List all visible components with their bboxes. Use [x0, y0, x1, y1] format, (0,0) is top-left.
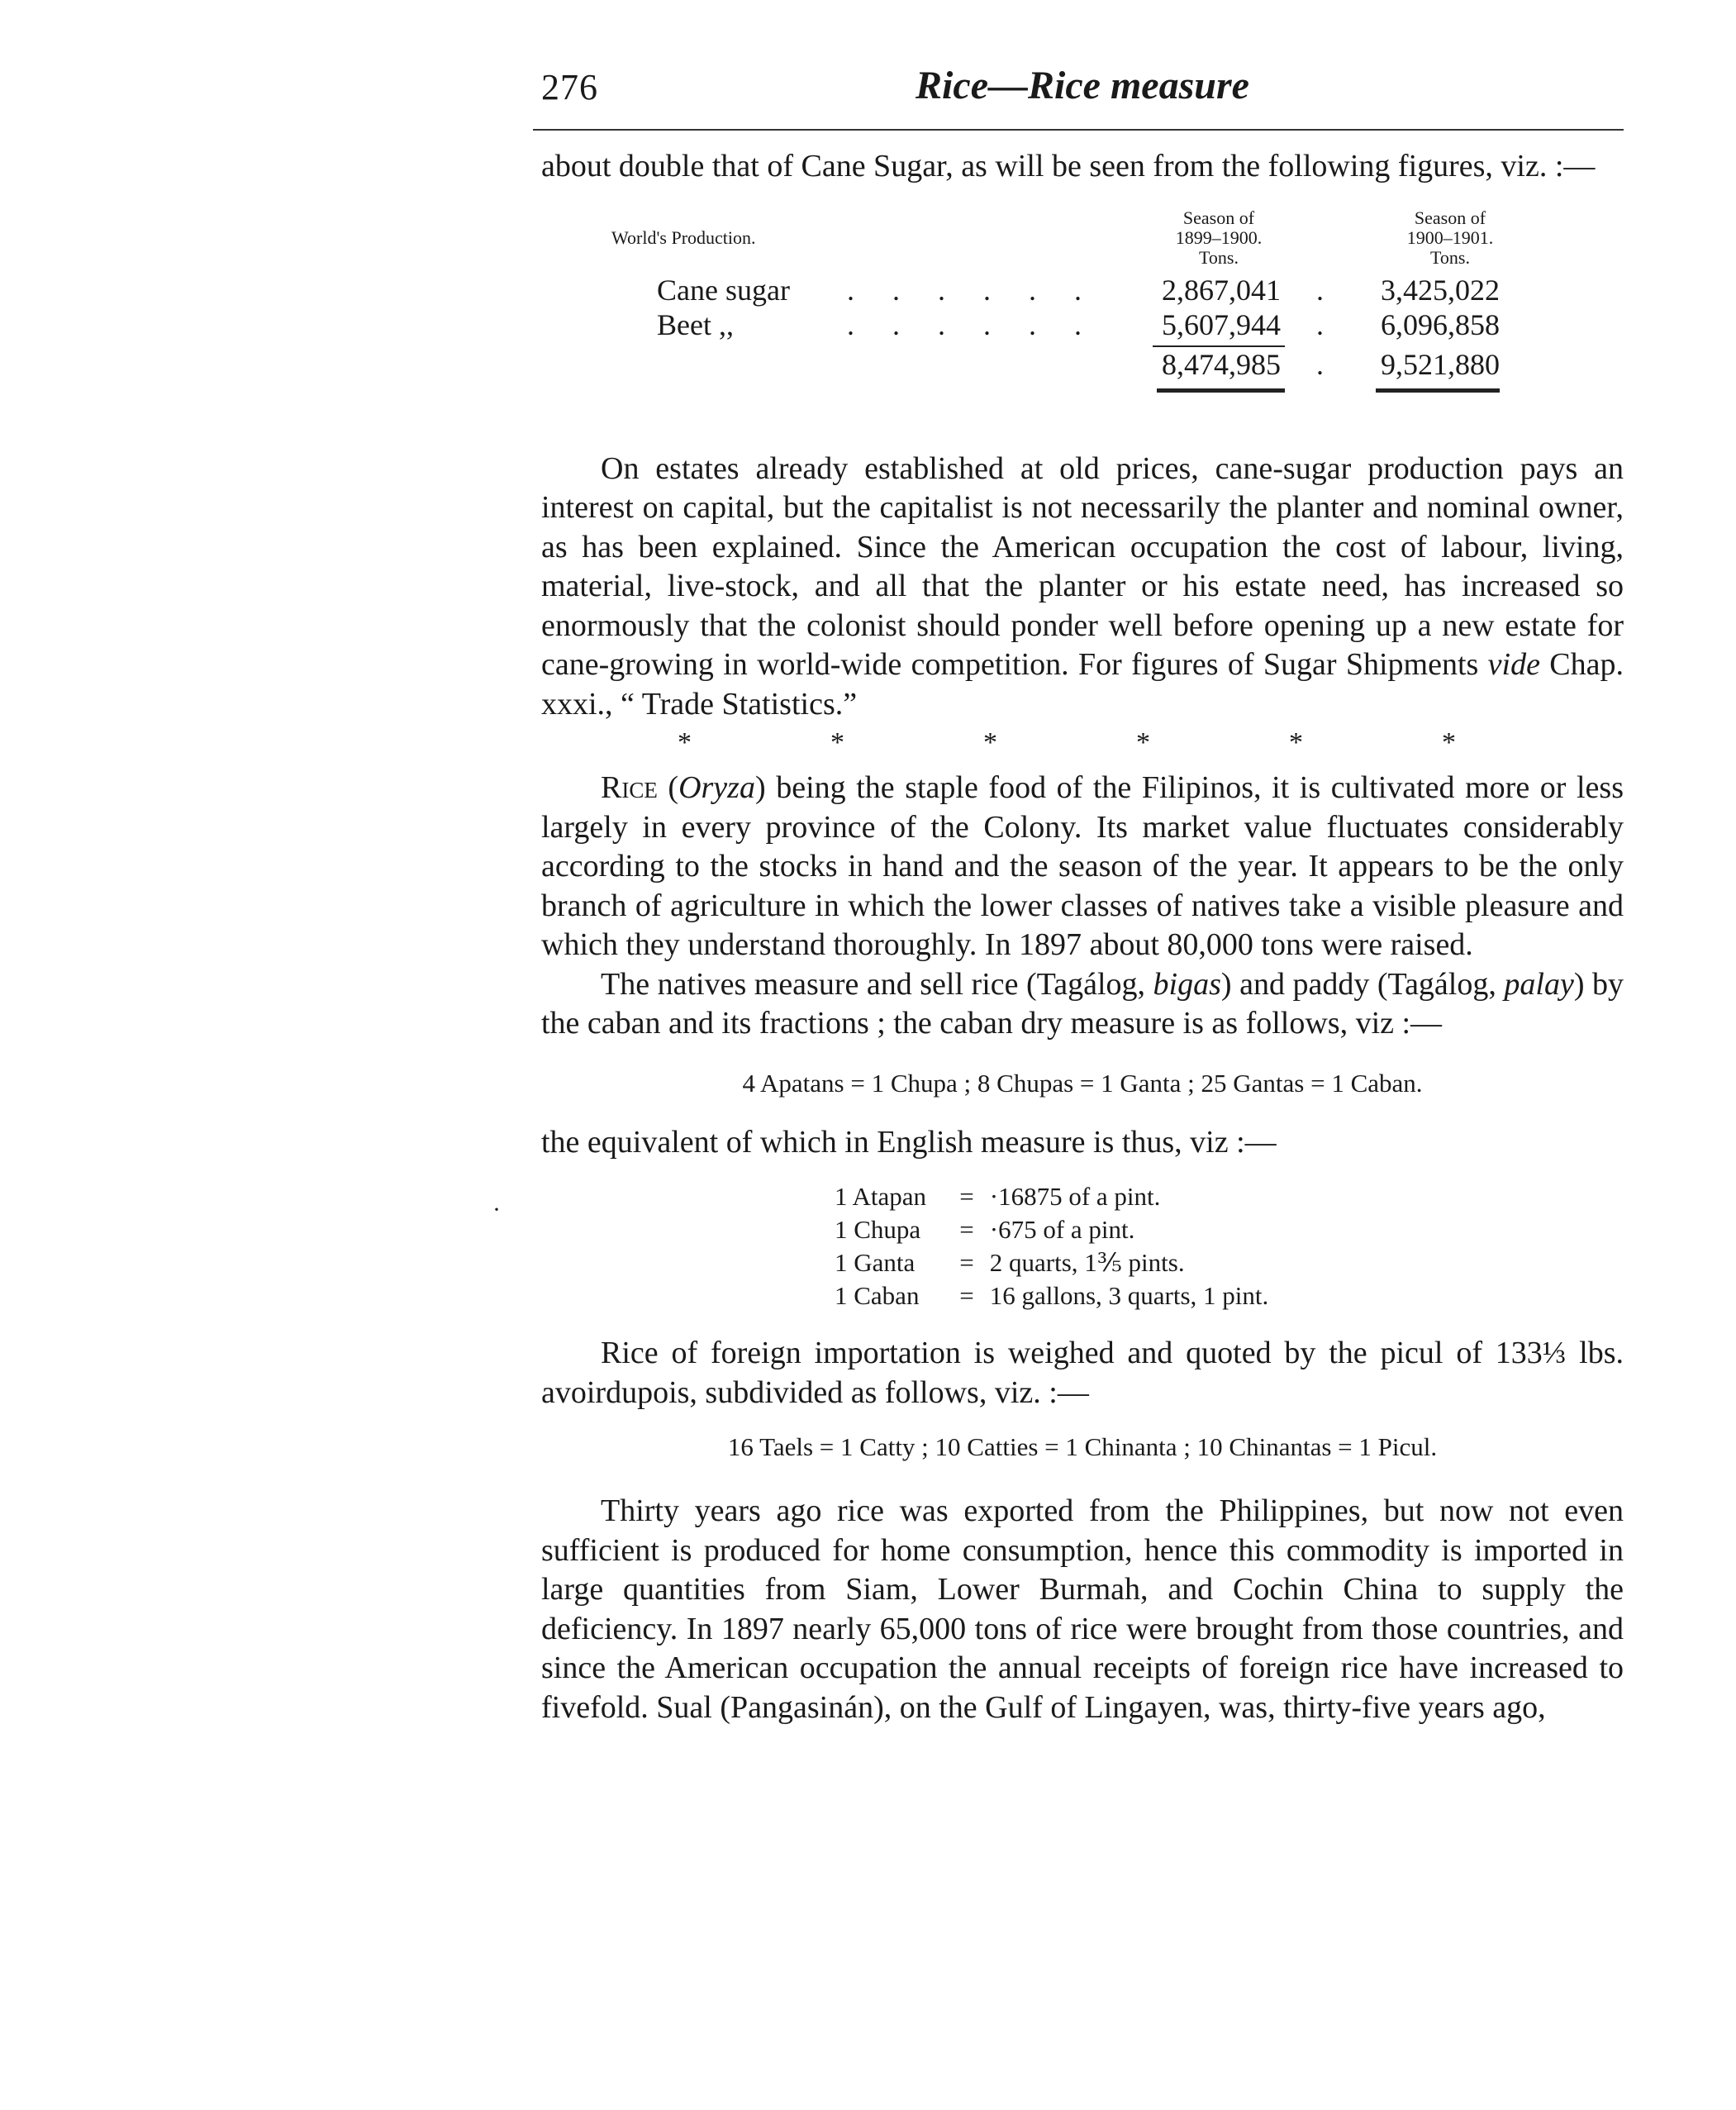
col1-header: Season of 1899–1900. Tons.	[1175, 207, 1263, 268]
rice-paragraph: Rice (Oryza) being the staple food of the Filipinos, it is cultivated more or less largely in every province of the Colony. Its market value fluctuates considerably according to the stocks in hand and the season of the year. It appears to be the only branch of agriculture in which the lower classes of natives take a visible pleasure and which they understand thoroughly. In 1897 about 80,000 tons were raised.	[541, 770, 1624, 962]
page	[541, 58, 1624, 1727]
page-number: 276	[541, 67, 598, 107]
running-head	[541, 58, 1624, 116]
estates-paragraph: On estates already established at old prices, cane-sugar production pays an interest on capital, but the capitalist is not necessarily the planter and nominal owner, as has been explained. Since the American occupation the cost of labour, living, material, live-stock, and all that the planter or his estate need, has increased so enormously that the colonist should ponder well before opening up a new estate for cane-growing in world-wide competition. For figures of Sugar Shipments vide Chap. xxxi., “ Trade Statistics.”	[541, 450, 1624, 722]
english-intro: the equivalent of which in English measure is thus, viz :—	[541, 1124, 1277, 1160]
col2-header: Season of 1900–1901. Tons.	[1406, 207, 1494, 268]
total-rule-1	[1157, 388, 1285, 393]
natives-paragraph: The natives measure and sell rice (Tagálog, bigas) and paddy (Tagálog, palay) by the caban and its fractions ; the caban dry measure is as follows, viz :—	[541, 966, 1624, 1041]
list-item: 1 Ganta = 2 quarts, 1⅗ pints.	[835, 1248, 1185, 1277]
intro-paragraph: about double that of Cane Sugar, as will be seen from the following figures, viz. :—	[541, 149, 1596, 183]
thirty-years-paragraph: Thirty years ago rice was exported from the Philippines, but now not even sufficient is produced for home consumption, hence this commodity is imported in large quantities from Siam, Lower Burmah, and Cochin China to supply the deficiency. In 1897 nearly 65,000 tons of rice were brought from those countries, and since the American occupation the annual receipts of foreign rice have increased to fivefold. Sual (Pangasinán), on the Gulf of Lingayen, was, thirty-five years ago,	[541, 1493, 1624, 1725]
header-rule	[533, 129, 1624, 131]
production-table: World's Production. Season of 1899–1900. Tons. Season of 1900–1901. Tons. Cane sugar ...... 2,867,041 . 3,425,022 Beet ,, ...... 5,607,944 . 6,096,858 8,474,985 . 9,521,880	[541, 205, 1624, 417]
picul-line: 16 Taels = 1 Catty ; 10 Catties = 1 Chinanta ; 10 Chinantas = 1 Picul.	[727, 1432, 1438, 1461]
equivalents-table	[835, 1180, 1624, 1312]
list-item: 1 Caban = 16 gallons, 3 quarts, 1 pint.	[835, 1281, 1269, 1310]
margin-mark: ·	[492, 1196, 501, 1223]
leader-dots: ......	[847, 273, 1120, 307]
running-title: Rice—Rice measure	[916, 64, 1249, 107]
total-rule-2	[1376, 388, 1500, 393]
leader-dots: ......	[847, 307, 1120, 341]
list-item: 1 Atapan = ·16875 of a pint.	[835, 1182, 1161, 1211]
dry-measure-line: 4 Apatans = 1 Chupa ; 8 Chupas = 1 Ganta ; 25 Gantas = 1 Caban.	[742, 1068, 1423, 1098]
table-label-header: World's Production.	[611, 226, 756, 248]
foreign-paragraph: Rice of foreign importation is weighed and quoted by the picul of 133⅓ lbs. avoirdupois, subdivided as follows, viz. :—	[541, 1336, 1624, 1410]
list-item: 1 Chupa = ·675 of a pint.	[835, 1215, 1135, 1244]
section-break: * * * * * *	[678, 727, 1456, 758]
